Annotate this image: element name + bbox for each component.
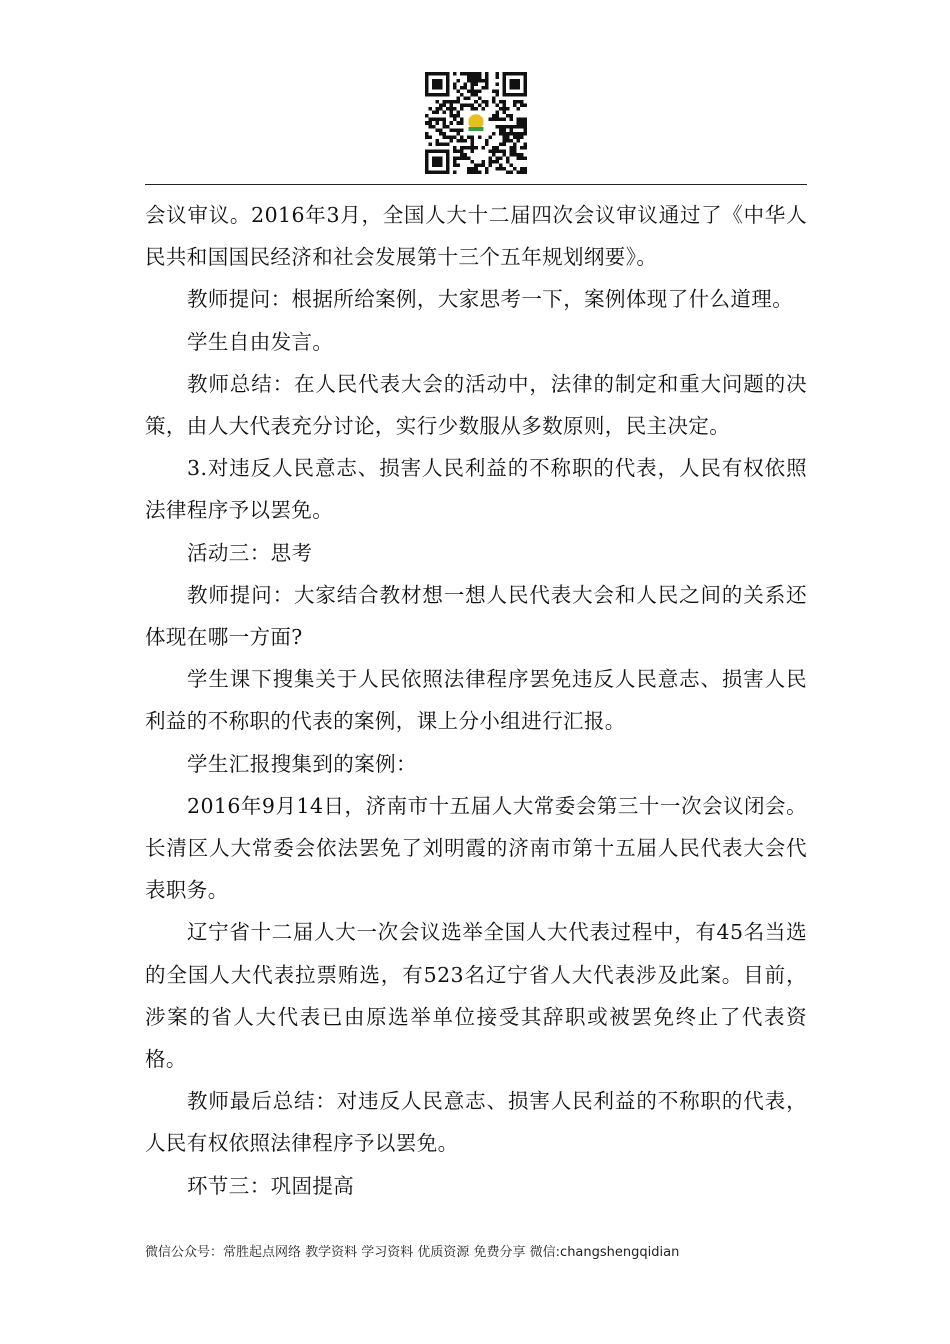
paragraph-teacher-question: 教师提问：根据所给案例，大家思考一下，案例体现了什么道理。 (187, 287, 794, 312)
paragraph-case-liaoning: 辽宁省十二届人大一次会议选举全国人大代表过程中，有45名当选的全国人大代表拉票贿选，有523名辽宁省人大代表涉及此案。目前，涉案的省人大代表已由原选举单位接受其辞职或被罢免终止了代表资格。 (145, 920, 807, 1072)
paragraph-student-speech: 学生自由发言。 (187, 329, 334, 354)
document-body (145, 194, 807, 1207)
paragraph-continuation: 会议审议。2016年3月，全国人大十二届四次会议审议通过了《中华人民共和国国民经济和社会发展第十三个五年规划纲要》。 (145, 203, 807, 270)
paragraph-case-jinan: 2016年9月14日，济南市十五届人大常委会第三十一次会议闭会。长清区人大常委会依法罢免了刘明霞的济南市第十五届人民代表大会代表职务。 (145, 793, 807, 903)
paragraph-final-summary: 教师最后总结：对违反人民意志、损害人民利益的不称职的代表，人民有权依照法律程序予以罢免。 (145, 1089, 807, 1156)
paragraph-teacher-question-2: 教师提问：大家结合教材想一想人民代表大会和人民之间的关系还体现在哪一方面? (145, 582, 807, 650)
qr-code-graphic (425, 72, 527, 174)
paragraph-activity-3-heading: 活动三：思考 (187, 540, 313, 565)
paragraph-teacher-summary: 教师总结：在人民代表大会的活动中，法律的制定和重大问题的决策，由人大代表充分讨论，实行少数服从多数原则，民主决定。 (145, 371, 807, 439)
paragraph-student-collect: 学生课下搜集关于人民依照法律程序罢免违反人民意志、损害人民利益的不称职的代表的案例，课上分小组进行汇报。 (145, 667, 807, 734)
paragraph-point-3: 3.对违反人民意志、损害人民利益的不称职的代表，人民有权依照法律程序予以罢免。 (145, 456, 807, 523)
header-divider (145, 184, 807, 185)
footer-text: 微信公众号：常胜起点网络 教学资料 学习资料 优质资源 免费分享 微信:changshengqidian (145, 1245, 680, 1260)
paragraph-section-3-heading: 环节三：巩固提高 (187, 1173, 355, 1198)
paragraph-student-report: 学生汇报搜集到的案例： (187, 751, 417, 776)
qr-code-image (425, 72, 527, 174)
